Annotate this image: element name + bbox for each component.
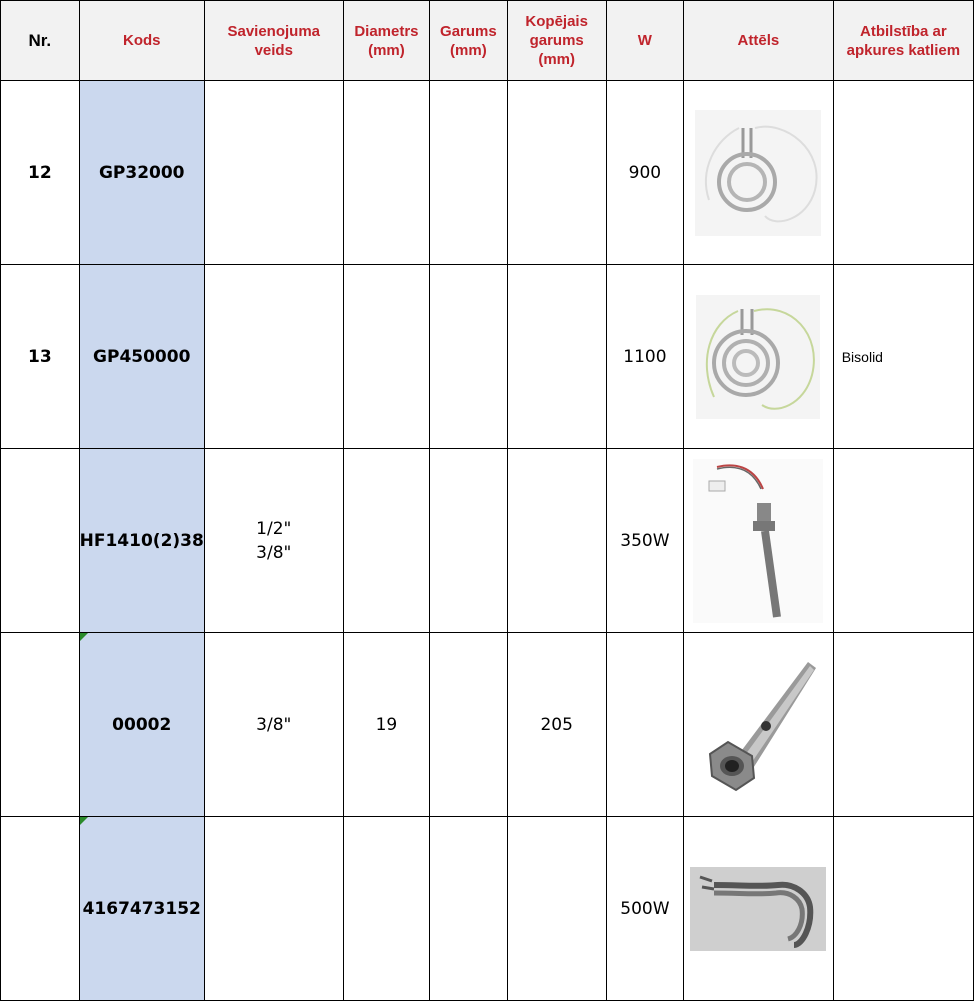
header-row bbox=[1, 1, 974, 81]
row-diametrs bbox=[343, 817, 429, 1001]
row-image bbox=[684, 817, 834, 1001]
row-connection bbox=[204, 265, 343, 449]
row-diametrs: 19 bbox=[343, 633, 429, 817]
table-row bbox=[1, 449, 974, 633]
row-kods-text: 00002 bbox=[112, 714, 172, 735]
row-kods: GP32000 bbox=[79, 81, 204, 265]
row-watts: 900 bbox=[606, 81, 683, 265]
row-kods-text: 4167473152 bbox=[82, 898, 201, 919]
row-watts: 500W bbox=[606, 817, 683, 1001]
header-atbilstiba bbox=[833, 1, 973, 81]
header-savienojuma bbox=[204, 1, 343, 81]
table-row bbox=[1, 265, 974, 449]
header-kopejais-line3: (mm) bbox=[538, 51, 576, 68]
header-diametrs-line2: (mm) bbox=[368, 41, 405, 59]
row-watts bbox=[606, 633, 683, 817]
header-kopejais-line1: Kopējais bbox=[525, 13, 588, 30]
row-garums bbox=[430, 265, 508, 449]
header-kopejais-line2: garums bbox=[529, 32, 584, 49]
row-connection: 3/8" bbox=[204, 633, 343, 817]
thermowell-sleeve-image bbox=[696, 658, 820, 792]
row-connection bbox=[204, 817, 343, 1001]
row-kopejais bbox=[507, 81, 606, 265]
row-nr bbox=[1, 817, 80, 1001]
row-nr: 12 bbox=[1, 81, 80, 265]
row-kods bbox=[79, 633, 204, 817]
row-garums bbox=[430, 449, 508, 633]
header-savienojuma-line1: Savienojuma bbox=[227, 22, 321, 40]
header-nr: Nr. bbox=[1, 1, 80, 81]
row-kopejais bbox=[507, 265, 606, 449]
header-kods: Kods bbox=[79, 1, 204, 81]
header-savienojuma-line2: veids bbox=[254, 41, 293, 59]
header-w: W bbox=[606, 1, 683, 81]
row-diametrs bbox=[343, 265, 429, 449]
row-watts: 1100 bbox=[606, 265, 683, 449]
header-kopejais bbox=[507, 1, 606, 81]
table-row bbox=[1, 633, 974, 817]
row-kods: GP450000 bbox=[79, 265, 204, 449]
comment-marker bbox=[80, 633, 88, 641]
header-diametrs bbox=[343, 1, 429, 81]
row-compat bbox=[833, 633, 973, 817]
row-image bbox=[684, 449, 834, 633]
spiral-heating-element-image bbox=[696, 295, 820, 419]
header-garums bbox=[430, 1, 508, 81]
header-atbilstiba-line1: Atbilstība ar bbox=[860, 22, 947, 40]
header-attels: Attēls bbox=[684, 1, 834, 81]
row-garums bbox=[430, 817, 508, 1001]
row-watts: 350W bbox=[606, 449, 683, 633]
row-compat bbox=[833, 81, 973, 265]
row-nr: 13 bbox=[1, 265, 80, 449]
header-atbilstiba-line2: apkures katliem bbox=[846, 41, 961, 59]
row-image bbox=[684, 265, 834, 449]
row-kods: HF1410(2)38 bbox=[79, 449, 204, 633]
row-nr bbox=[1, 449, 80, 633]
row-image bbox=[684, 81, 834, 265]
header-garums-line2: (mm) bbox=[450, 41, 487, 59]
row-nr bbox=[1, 633, 80, 817]
row-kopejais: 205 bbox=[507, 633, 606, 817]
table-row bbox=[1, 81, 974, 265]
row-connection bbox=[204, 81, 343, 265]
row-connection-line2: 3/8" bbox=[256, 542, 292, 563]
row-compat: Bisolid bbox=[833, 265, 973, 449]
u-shaped-heating-element-image bbox=[690, 867, 826, 951]
table-row bbox=[1, 817, 974, 1001]
header-garums-line1: Garums bbox=[440, 22, 497, 40]
row-compat bbox=[833, 449, 973, 633]
cartridge-heater-image bbox=[693, 459, 823, 623]
row-connection-line1: 1/2" bbox=[256, 518, 292, 539]
row-kopejais bbox=[507, 817, 606, 1001]
header-diametrs-line1: Diametrs bbox=[354, 22, 419, 40]
row-image bbox=[684, 633, 834, 817]
row-compat bbox=[833, 817, 973, 1001]
row-diametrs bbox=[343, 81, 429, 265]
row-kopejais bbox=[507, 449, 606, 633]
row-kods bbox=[79, 817, 204, 1001]
comment-marker bbox=[80, 817, 88, 825]
row-garums bbox=[430, 81, 508, 265]
coil-heating-element-image bbox=[695, 110, 821, 236]
row-diametrs bbox=[343, 449, 429, 633]
row-connection bbox=[204, 449, 343, 633]
row-garums bbox=[430, 633, 508, 817]
